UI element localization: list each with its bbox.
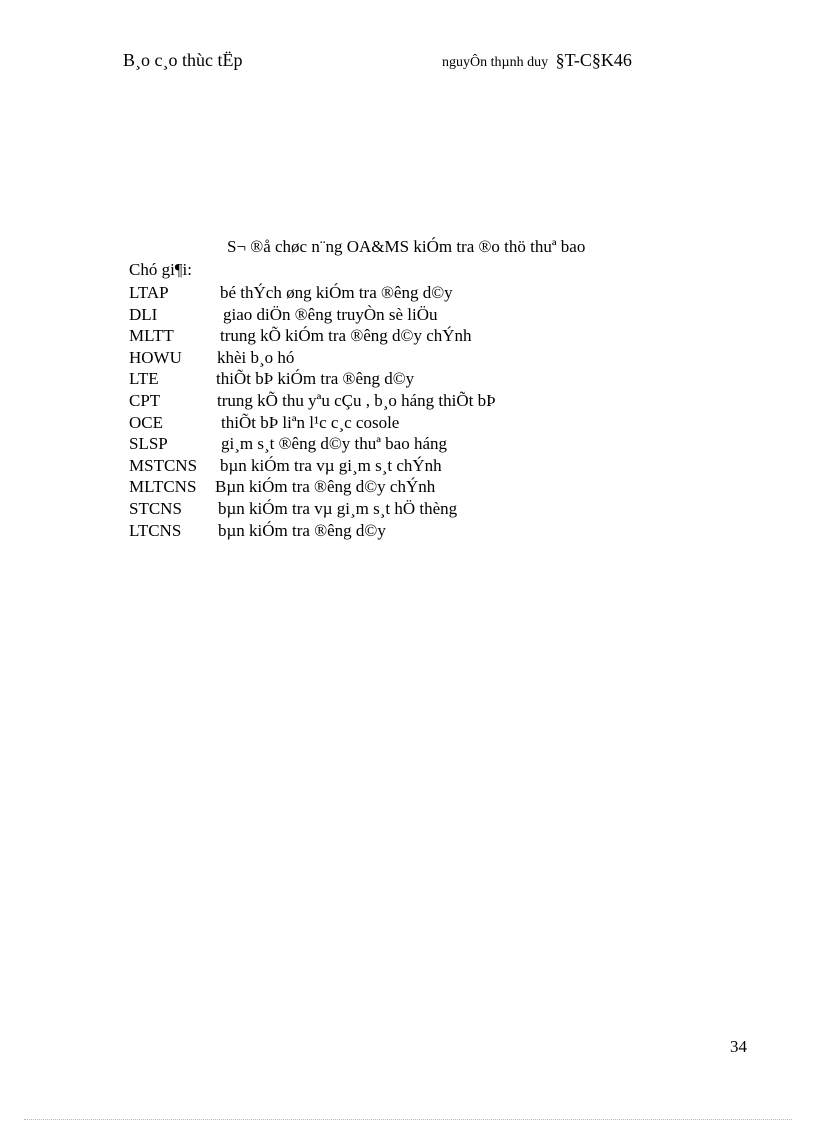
legend-abbr: OCE	[129, 412, 163, 432]
author-name: nguyÔn thµnh duy	[442, 55, 549, 70]
page-number: 34	[730, 1037, 747, 1056]
page-bottom-divider	[24, 1119, 792, 1120]
legend-abbr: SLSP	[129, 434, 168, 454]
legend-desc: gi¸m s¸t ®êng d©y thuª bao háng	[221, 434, 447, 454]
legend-desc: bµn kiÓm tra vµ gi¸m s¸t hÖ thèng	[218, 498, 458, 518]
legend-desc: bµn kiÓm tra ®êng d©y	[218, 520, 386, 540]
legend-abbr: MLTCNS	[129, 477, 197, 497]
legend-abbr: LTCNS	[129, 520, 182, 540]
legend-desc: thiÕt bÞ liªn l¹c c¸c cosole	[221, 412, 400, 432]
diagram-title: S¬ ®å chøc n¨ng OA&MS kiÓm tra ®o thö thuª bao	[227, 237, 586, 256]
legend-desc: bé thÝch øng kiÓm tra ®êng d©y	[220, 283, 453, 302]
legend-label: Chó gi¶i:	[129, 260, 192, 279]
legend-abbr: MSTCNS	[129, 455, 198, 475]
legend-desc: trung kÕ thu yªu cÇu , b¸o háng thiÕt bÞ	[217, 390, 496, 410]
legend-abbr: LTE	[129, 369, 159, 389]
legend-desc: thiÕt bÞ kiÓm tra ®êng d©y	[216, 369, 415, 389]
legend-desc: khèi b¸o hó	[217, 347, 295, 367]
legend-desc: giao diÖn ®êng truyÒn sè liÖu	[223, 304, 438, 324]
legend-desc: Bµn kiÓm tra ®êng d©y chÝnh	[215, 477, 436, 497]
report-header-author	[442, 50, 632, 71]
report-header-title: B¸o c¸o thùc tËp	[123, 50, 243, 70]
class-code: §T-C§K46	[555, 50, 632, 70]
legend-abbr: MLTT	[129, 326, 174, 346]
legend-desc: bµn kiÓm tra vµ gi¸m s¸t chÝnh	[220, 455, 442, 475]
legend-abbr: STCNS	[129, 498, 182, 518]
legend-abbr: HOWU	[129, 347, 182, 367]
legend-abbr: LTAP	[129, 283, 169, 302]
legend-desc: trung kÕ kiÓm tra ®êng d©y chÝnh	[220, 326, 472, 346]
legend-abbr: DLI	[129, 304, 158, 324]
legend-abbr: CPT	[129, 390, 161, 410]
